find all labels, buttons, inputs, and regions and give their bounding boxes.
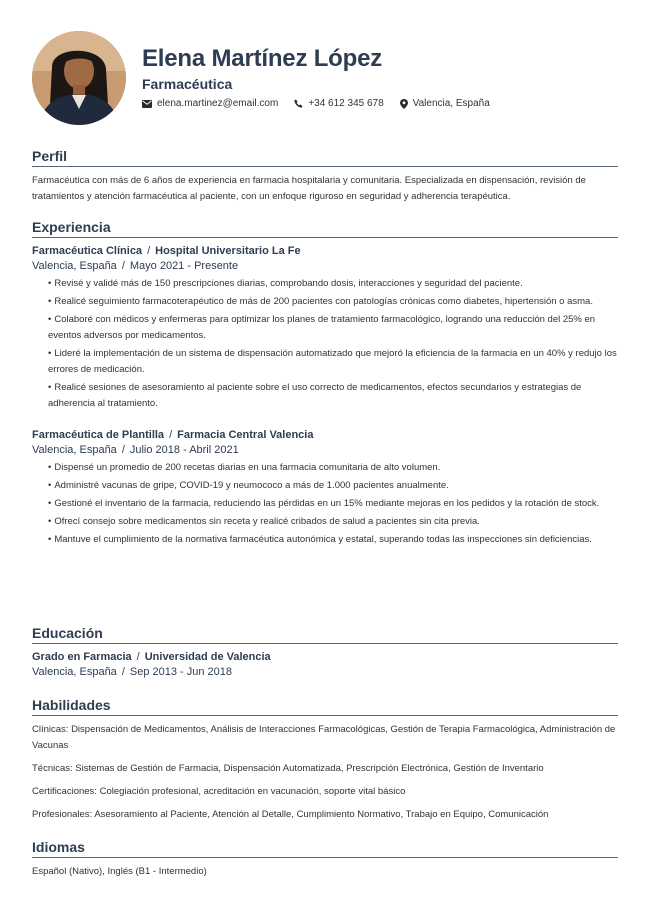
phone-icon <box>294 99 303 108</box>
phone-text[interactable]: +34 612 345 678 <box>308 98 384 109</box>
section-heading-experience: Experiencia <box>32 219 618 238</box>
contact-location <box>400 98 490 109</box>
section-heading-languages: Idiomas <box>32 839 618 858</box>
skill-line: Clínicas: Dispensación de Medicamentos, Análisis de Interacciones Farmacológicas, Gestión de Terapia Farmacológica, Administración de Vacunas <box>32 724 616 751</box>
job-company: Hospital Universitario La Fe <box>155 245 301 257</box>
bullet-item: • Administré vacunas de gripe, COVID-19 y neumococo a más de 1.000 pacientes anualmente. <box>48 480 449 491</box>
job-meta: Valencia, España / Mayo 2021 - Presente <box>32 260 239 272</box>
location-pin-icon <box>400 99 408 109</box>
contact-info <box>142 98 490 109</box>
bullet-item: • Revisé y validé más de 150 prescripciones diarias, comprobando dosis, interacciones y seguridad del paciente. <box>48 278 523 289</box>
bullet-item: • Ofrecí consejo sobre medicamentos sin receta y realicé cribados de salud a pacientes sin cita previa. <box>48 516 480 527</box>
job-bullets <box>32 276 618 412</box>
skill-line: Certificaciones: Colegiación profesional, acreditación en vacunación, soporte vital básico <box>32 786 406 797</box>
education-school: Universidad de Valencia <box>144 651 271 663</box>
bullet-item: • Dispensé un promedio de 200 recetas diarias en una farmacia comunitaria de alto volumen. <box>48 462 441 473</box>
location-text: Valencia, España <box>412 98 490 109</box>
bullet-item: • Colaboré con médicos y enfermeras para optimizar los planes de tratamiento farmacológico, logrando una reducción del 25% en eventos adversos por medicamentos. <box>48 314 596 341</box>
education-location: Valencia, España <box>32 666 117 678</box>
education-degree: Grado en Farmacia <box>32 651 132 663</box>
skill-line: Técnicas: Sistemas de Gestión de Farmacia, Dispensación Automatizada, Prescripción Electrónica, Gestión de Inventario <box>32 763 544 774</box>
languages-section <box>32 839 618 880</box>
job-dates: Julio 2018 - Abril 2021 <box>129 444 239 456</box>
job-meta: Valencia, España / Julio 2018 - Abril 2021 <box>32 444 239 456</box>
job-entry <box>32 244 618 412</box>
contact-phone <box>294 98 383 109</box>
job-dates: Mayo 2021 - Presente <box>129 260 239 272</box>
section-heading-skills: Habilidades <box>32 697 618 716</box>
resume-header <box>32 31 618 127</box>
job-role: Farmacéutica de Plantilla <box>32 429 165 441</box>
bullet-item: • Realicé sesiones de asesoramiento al paciente sobre el uso correcto de medicamentos, efectos secundarios y estrategias de adherencia al tratamiento. <box>48 382 582 409</box>
bullet-item: • Mantuve el cumplimiento de la normativa farmacéutica autonómica y estatal, superando todas las inspecciones sin deficiencias. <box>48 534 592 545</box>
job-bullets <box>32 460 618 548</box>
bullet-item: • Realicé seguimiento farmacoterapéutico de más de 200 pacientes con patologías crónicas como diabetes, hipertensión o asma. <box>48 296 593 307</box>
contact-email <box>142 98 278 109</box>
profile-text: Farmacéutica con más de 6 años de experiencia en farmacia hospitalaria y comunitaria. Especializada en dispensación, revisión de tratamientos y atención farmacéutica al paciente, con un enfoque riguroso en seguridad y adherencia terapéutica. <box>32 175 586 202</box>
job-location: Valencia, España <box>32 444 117 456</box>
job-heading: Farmacéutica Clínica / Hospital Universitario La Fe <box>32 245 301 257</box>
job-role: Farmacéutica Clínica <box>32 245 143 257</box>
experience-section <box>32 219 618 550</box>
job-company: Farmacia Central Valencia <box>177 429 314 441</box>
education-heading: Grado en Farmacia / Universidad de Valencia <box>32 651 271 663</box>
bullet-item: • Gestioné el inventario de la farmacia, reduciendo las pérdidas en un 15% mediante mejoras en los pedidos y la rotación de stock. <box>48 498 600 509</box>
section-heading-profile: Perfil <box>32 148 618 167</box>
candidate-name: Elena Martínez López <box>142 45 383 72</box>
job-location: Valencia, España <box>32 260 117 272</box>
education-section <box>32 625 618 680</box>
email-text[interactable]: elena.martinez@email.com <box>157 98 279 109</box>
skill-line: Profesionales: Asesoramiento al Paciente, Atención al Detalle, Cumplimiento Normativo, Trabajo en Equipo, Comunicación <box>32 809 549 820</box>
mail-icon <box>142 100 152 108</box>
education-meta: Valencia, España / Sep 2013 - Jun 2018 <box>32 666 233 678</box>
skills-section <box>32 697 618 830</box>
job-heading: Farmacéutica de Plantilla / Farmacia Central Valencia <box>32 429 314 441</box>
job-entry <box>32 428 618 548</box>
section-heading-education: Educación <box>32 625 618 644</box>
profile-photo <box>32 31 126 125</box>
education-dates: Sep 2013 - Jun 2018 <box>129 666 233 678</box>
languages-text: Español (Nativo), Inglés (B1 - Intermedio) <box>32 866 207 877</box>
bullet-item: • Lideré la implementación de un sistema de dispensación automatizado que mejoró la eficiencia de la farmacia en un 40% y redujo los errores de medicación. <box>48 348 617 375</box>
profile-section <box>32 148 618 205</box>
candidate-title: Farmacéutica <box>142 76 233 92</box>
